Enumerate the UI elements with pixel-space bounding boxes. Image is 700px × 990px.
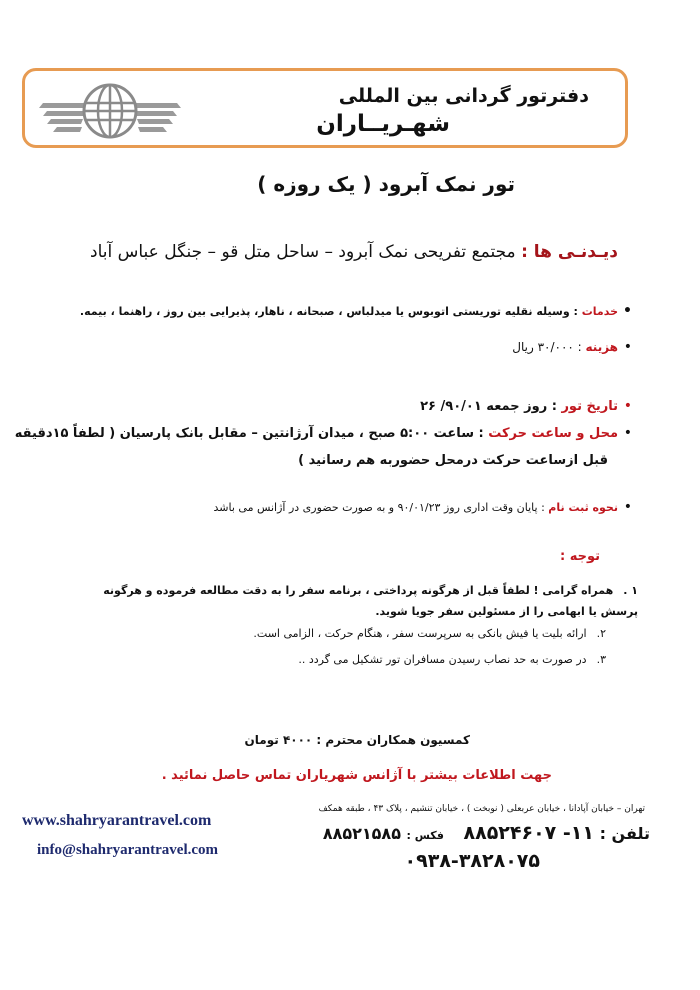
fax-number: ۸۸۵۲۱۵۸۵ — [322, 824, 401, 843]
globe-wings-logo-icon — [35, 77, 185, 143]
address: تهران – خیابان آپادانا ، خیابان عربعلی ( نوبخت ) ، خیابان تنشیم ، پلاک ۴۳ ، طبقه همکف — [318, 804, 645, 814]
contact-call-to-action: جهت اطلاعات بیشتر با آژانس شهریاران تماس حاصل نمائید . — [161, 768, 552, 783]
departure-text: : ساعت ۵:۰۰ صبح ، میدان آرژانتین – مقابل بانک پارسیان ( لطفاً ۱۵دقیقه — [14, 426, 489, 441]
registration-text: : پایان وقت اداری روز ۹۰/۰۱/۲۳ و به صورت حضوری در آژانس می باشد — [213, 501, 549, 514]
note-text: ارائه بلیت یا فیش بانکی به سرپرست سفر ، هنگام حرکت ، الزامی است. — [253, 627, 587, 640]
tour-date-label: تاریخ تور — [561, 399, 618, 414]
note-item — [253, 627, 606, 640]
note-text: همراه گرامی ! لطفاً قبل از هرگونه پرداختی ، برنامه سفر را به دقت مطالعه فرموده و هرگونه پرسش یا ابهامی را از مسئولین سفر جویا شوید. — [103, 584, 638, 618]
agency-name: دفترتور گردانی بین المللی — [338, 85, 589, 107]
tour-date-text: : روز جمعه ۹۰/۰۱/ ۲۶ — [420, 399, 562, 414]
services-label: خدمات — [581, 305, 618, 318]
note-number: ۱ . — [623, 584, 638, 597]
tour-date-item — [420, 398, 632, 414]
bullet-icon: • — [623, 339, 632, 355]
commission-line: کمسیون همکاران محترم : ۴۰۰۰ تومان — [244, 733, 470, 747]
note-text: در صورت به حد نصاب رسیدن مسافران تور تشکیل می گردد .. — [298, 653, 587, 666]
sights-line — [90, 242, 618, 262]
notes-label: توجه : — [559, 549, 600, 564]
services-item — [80, 303, 632, 319]
cost-label: هزینه — [585, 340, 618, 354]
tour-title: تور نمک آبرود ( یک روزه ) — [257, 172, 515, 196]
sights-label: دیـدنـی ها : — [521, 242, 618, 262]
registration-label: نحوه ثبت نام — [548, 501, 618, 514]
services-text: : وسیله نقلیه توریستی اتوبوس یا میدلباس ، صبحانه ، ناهار، پذیرایی بین روز ، راهنما ، بیمه. — [79, 305, 582, 318]
phone-fax-line — [323, 822, 650, 844]
bullet-icon: • — [623, 425, 632, 441]
note-item — [78, 580, 638, 622]
registration-item — [214, 499, 632, 515]
note-number: ۳. — [596, 653, 606, 666]
website-link[interactable]: www.shahryarantravel.com — [22, 812, 212, 829]
mobile-number[interactable]: ۰۹۳۸-۳۸۲۸۰۷۵ — [404, 850, 540, 872]
phone-number[interactable]: ۱۱- ۸۸۵۲۴۶۰۷ — [463, 822, 594, 844]
note-item — [298, 653, 606, 666]
phone-label: تلفن : — [599, 824, 650, 843]
departure-label: محل و ساعت حرکت — [488, 426, 618, 441]
departure-continuation: قبل ازساعت حرکت درمحل حضوربه هم رسانید ) — [298, 453, 608, 468]
note-number: ۲. — [596, 627, 606, 640]
cost-text: : ۳۰/۰۰۰ ریال — [512, 340, 586, 354]
fax-label: فکس : — [406, 829, 444, 842]
cost-item — [512, 339, 632, 355]
bullet-icon: • — [623, 499, 632, 515]
bullet-icon: • — [623, 303, 632, 319]
email-link[interactable]: info@shahryarantravel.com — [37, 842, 219, 858]
departure-item — [15, 425, 632, 441]
bullet-icon: • — [623, 398, 632, 414]
header-box — [22, 68, 628, 148]
sights-text: مجتمع تفریحی نمک آبرود – ساحل متل قو – جنگل عباس آباد — [90, 242, 522, 262]
agency-brand: شهـريــاران — [316, 111, 450, 137]
